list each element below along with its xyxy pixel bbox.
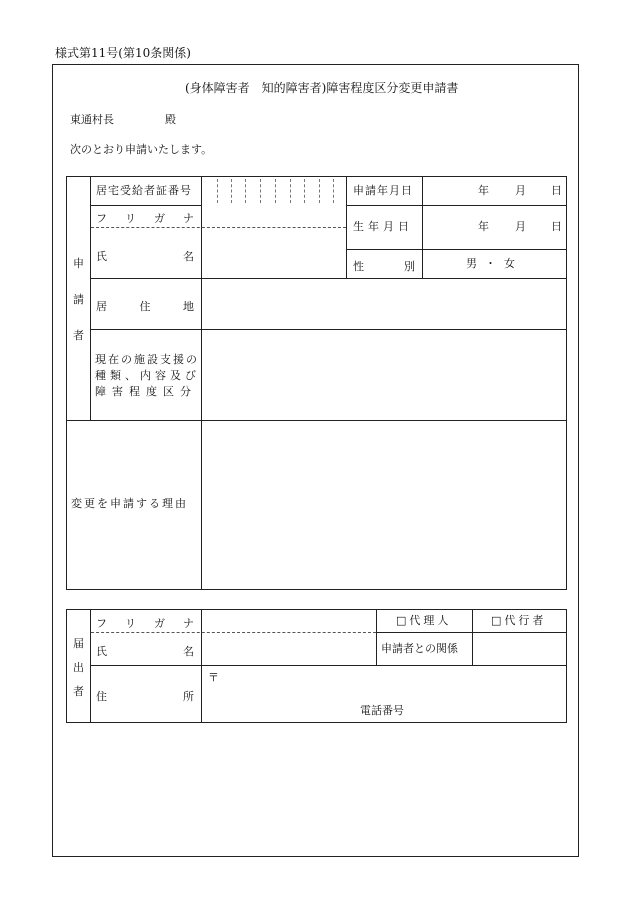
change-reason-label: 変更を申請する理由 [71,497,188,510]
application-date-year: 年 [478,184,489,197]
gender-label: 性 別 [353,260,415,273]
birth-date-label: 生年月日 [353,220,413,233]
residence-label: 居 住 地 [96,300,194,313]
facility-support-label: 現在の施設支援の 種類、内容及び 障害程度区分 [95,353,200,398]
submitter-name-label: 氏 名 [96,645,194,658]
submitter-section-char-1: 届 [73,637,84,650]
form-number: 様式第11号(第10条関係) [55,46,191,60]
applicant-furigana-label: フ リ ガ ナ [96,212,194,225]
addressee: 東通村長 [70,113,114,126]
intro-text: 次のとおり申請いたします。 [70,143,213,156]
cert-number-label: 居宅受給者証番号 [96,184,192,197]
application-date-month: 月 [515,184,526,197]
postal-mark: 〒 [208,671,219,684]
applicant-name-label: 氏 名 [96,250,194,263]
submitter-section-char-3: 者 [73,685,84,698]
application-date-day: 日 [551,184,562,197]
birth-date-year: 年 [478,220,489,233]
applicant-section-char-2: 請 [73,293,84,306]
applicant-section-char-1: 申 [73,257,84,270]
submitter-section-char-2: 出 [73,661,84,674]
agent-checkbox[interactable]: □代理人 [396,614,452,627]
honorific: 殿 [165,113,176,126]
submitter-address-label: 住 所 [96,690,194,703]
birth-date-month: 月 [515,220,526,233]
applicant-section-char-3: 者 [73,329,84,342]
gender-options: 男・女 [466,257,523,270]
submitter-furigana-label: フ リ ガ ナ [96,617,194,630]
relationship-label: 申請者との関係 [381,642,458,655]
phone-label: 電話番号 [360,704,404,717]
form-frame [52,64,579,857]
application-date-label: 申請年月日 [353,184,413,197]
proxy-checkbox[interactable]: □代行者 [491,614,547,627]
birth-date-day: 日 [551,220,562,233]
form-title: (身体障害者 知的障害者)障害程度区分変更申請書 [185,81,459,95]
